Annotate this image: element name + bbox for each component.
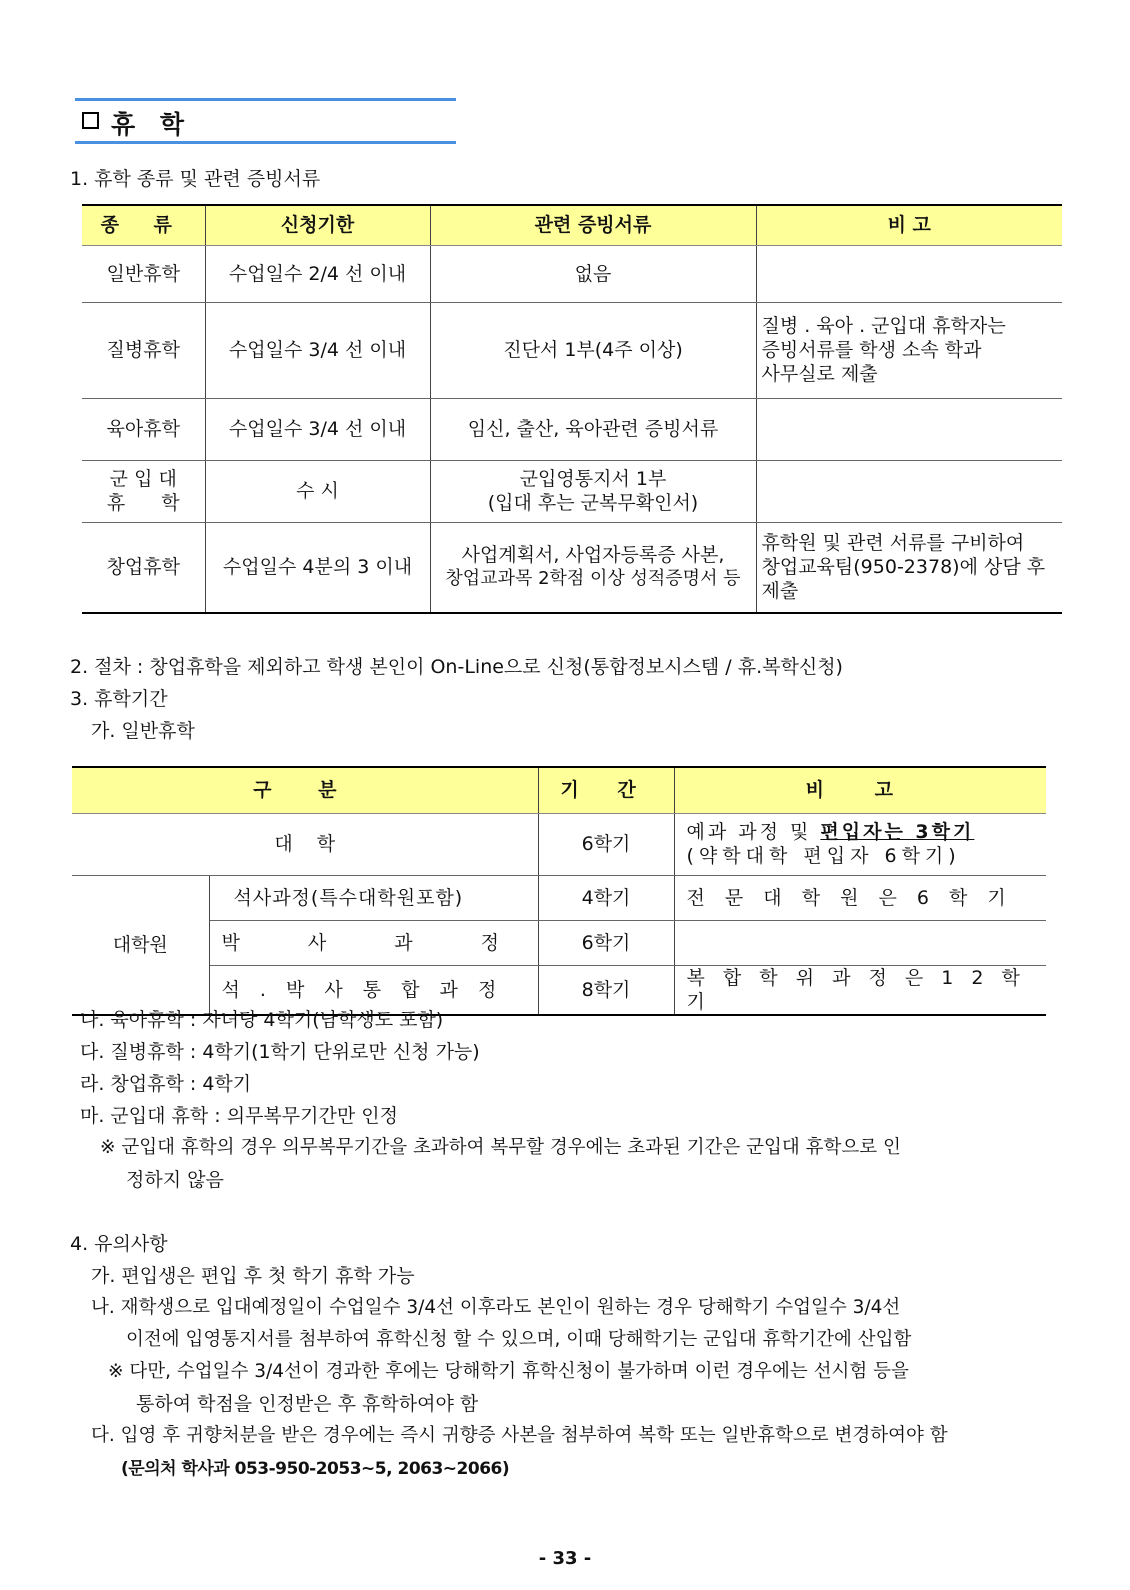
item-3e-note-1: ※ 군입대 휴학의 경우 의무복무기간을 초과하여 복무할 경우에는 초과된 기간은 군입대 휴학으로 인 — [100, 1137, 901, 1158]
col-header-docs: 관련 증빙서류 — [430, 205, 756, 245]
cell-category: 박 사 과 정 — [209, 920, 538, 965]
table-row — [82, 245, 1062, 302]
cell-deadline: 수업일수 3/4 선 이내 — [205, 398, 430, 460]
note-bold: 편입자는 3학기 — [820, 821, 975, 843]
type-line: 군 입 대 — [109, 468, 177, 490]
col-header-category: 구 분 — [72, 767, 538, 813]
cell-type: 일반휴학 — [82, 245, 205, 302]
table-row — [82, 460, 1062, 522]
cell-note: 전 문 대 학 원 은 6 학 기 — [674, 875, 1046, 920]
table-row — [72, 875, 1046, 920]
cell-category: 석사과정(특수대학원포함) — [209, 875, 538, 920]
cell-docs: 진단서 1부(4주 이상) — [430, 302, 756, 398]
cell-docs — [430, 460, 756, 522]
cell-category: 대 학 — [72, 813, 538, 875]
docs-line: (입대 후는 군복무확인서) — [487, 492, 699, 514]
cell-period: 6학기 — [538, 920, 674, 965]
note-line: 창업교육팀(950-2378)에 상담 후 — [761, 556, 1046, 579]
cell-period: 6학기 — [538, 813, 674, 875]
col-header-deadline: 신청기한 — [205, 205, 430, 245]
table-row — [72, 920, 1046, 965]
cell-note — [756, 302, 1062, 398]
cell-type: 질병휴학 — [82, 302, 205, 398]
cell-note — [756, 398, 1062, 460]
item-3b: 나. 육아휴학 : 자녀당 4학기(남학생도 포함) — [80, 1009, 444, 1031]
table-header-row — [72, 767, 1046, 813]
cell-deadline: 수 시 — [205, 460, 430, 522]
note-line-2: (약학대학 편입자 6학기) — [686, 845, 961, 867]
heading-3a: 가. 일반휴학 — [91, 720, 195, 742]
table-row — [82, 302, 1062, 398]
note-line: 제출 — [761, 580, 799, 603]
heading-2: 2. 절차 : 창업휴학을 제외하고 학생 본인이 On-Line으로 신청(통합정보시스템 / 휴.복학신청) — [70, 656, 843, 678]
table-row — [82, 398, 1062, 460]
leave-period-table — [72, 766, 1046, 1016]
cell-grad-label: 대학원 — [72, 875, 209, 1015]
cell-type: 육아휴학 — [82, 398, 205, 460]
table-header-row — [82, 205, 1062, 245]
cell-category: 석 . 박 사 통 합 과 정 — [209, 965, 538, 1015]
cell-period: 4학기 — [538, 875, 674, 920]
item-4a: 가. 편입생은 편입 후 첫 학기 휴학 가능 — [91, 1265, 415, 1287]
table-row — [72, 813, 1046, 875]
item-3e-note-2: 정하지 않음 — [126, 1169, 224, 1191]
cell-note — [674, 813, 1046, 875]
cell-deadline: 수업일수 4분의 3 이내 — [205, 522, 430, 613]
checkbox-square-icon — [82, 112, 99, 129]
cell-deadline: 수업일수 2/4 선 이내 — [205, 245, 430, 302]
item-4b-note-2: 통하여 학점을 인정받은 후 휴학하여야 함 — [136, 1393, 479, 1415]
item-4b-line-1: 나. 재학생으로 입대예정일이 수업일수 3/4선 이후라도 본인이 원하는 경우 당해학기 수업일수 3/4선 — [91, 1297, 901, 1318]
leave-types-table — [82, 204, 1062, 614]
heading-4: 4. 유의사항 — [70, 1233, 168, 1255]
note-line: 질병 . 육아 . 군입대 휴학자는 — [761, 315, 1006, 337]
cell-docs: 없음 — [430, 245, 756, 302]
heading-3: 3. 휴학기간 — [70, 688, 168, 710]
item-3d: 라. 창업휴학 : 4학기 — [80, 1073, 252, 1095]
cell-deadline: 수업일수 3/4 선 이내 — [205, 302, 430, 398]
item-3e: 마. 군입대 휴학 : 의무복무기간만 인정 — [80, 1105, 398, 1127]
page-number: - 33 - — [538, 1548, 592, 1569]
item-4c: 다. 입영 후 귀향처분을 받은 경우에는 즉시 귀향증 사본을 첨부하여 복학 또는 일반휴학으로 변경하여야 함 — [91, 1425, 948, 1446]
cell-type: 창업휴학 — [82, 522, 205, 613]
cell-period: 8학기 — [538, 965, 674, 1015]
col-header-note: 비 고 — [756, 205, 1062, 245]
docs-line: 창업교과목 2학점 이상 성적증명서 등 — [445, 568, 741, 590]
cell-docs — [430, 522, 756, 613]
docs-line: 군입영통지서 1부 — [519, 468, 667, 490]
cell-note: 복 합 학 위 과 정 은 1 2 학 기 — [674, 965, 1046, 1015]
note-pre: 예과 과정 및 — [686, 821, 821, 843]
note-line: 휴학원 및 관련 서류를 구비하여 — [761, 532, 1025, 555]
section-title: 휴 학 — [111, 110, 193, 139]
docs-line: 사업계획서, 사업자등록증 사본, — [461, 544, 725, 567]
note-line: 증빙서류를 학생 소속 학과 — [761, 339, 982, 361]
contact-info: (문의처 학사과 053-950-2053~5, 2063~2066) — [121, 1459, 510, 1479]
cell-note — [674, 920, 1046, 965]
cell-type — [82, 460, 205, 522]
note-line: 사무실로 제출 — [761, 363, 878, 385]
cell-docs: 임신, 출산, 육아관련 증빙서류 — [430, 398, 756, 460]
col-header-note: 비 고 — [674, 767, 1046, 813]
section-title-box — [75, 98, 456, 144]
cell-note — [756, 522, 1062, 613]
col-header-type: 종 류 — [82, 205, 205, 245]
cell-note — [756, 460, 1062, 522]
item-4b-note-1: ※ 다만, 수업일수 3/4선이 경과한 후에는 당해학기 휴학신청이 불가하며 이런 경우에는 선시험 등을 — [108, 1361, 909, 1382]
cell-note — [756, 245, 1062, 302]
type-line: 휴 학 — [106, 492, 180, 514]
item-3c: 다. 질병휴학 : 4학기(1학기 단위로만 신청 가능) — [80, 1041, 480, 1063]
table-row — [82, 522, 1062, 613]
note-line — [687, 820, 1035, 844]
heading-1: 1. 휴학 종류 및 관련 증빙서류 — [70, 168, 321, 190]
item-4b-line-2: 이전에 입영통지서를 첨부하여 휴학신청 할 수 있으며, 이때 당해학기는 군입대 휴학기간에 산입함 — [126, 1329, 912, 1350]
col-header-period: 기 간 — [538, 767, 674, 813]
